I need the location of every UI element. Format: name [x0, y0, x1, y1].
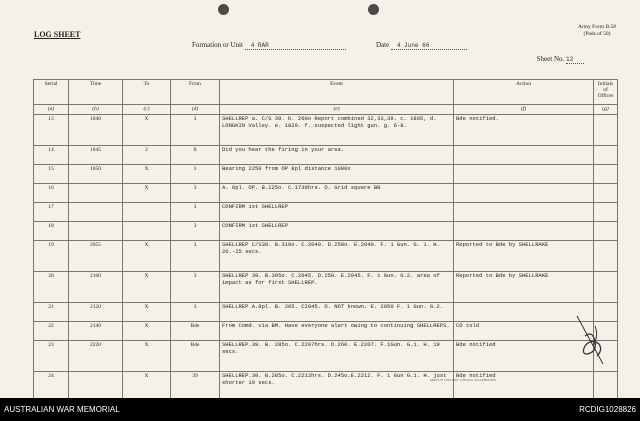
cell-from: X — [171, 146, 220, 165]
cell-time — [69, 372, 123, 399]
army-form-label — [578, 24, 616, 38]
cell-action — [454, 146, 594, 165]
log-sheet-title: LOG SHEET — [34, 30, 81, 39]
cell-from: 3 — [171, 303, 220, 322]
cell-to: X — [123, 372, 171, 399]
column-letter: (b) — [69, 105, 123, 115]
cell-event: A. 8pl. OP. B.225o. C.1730hrs. D. Grid square BB — [220, 184, 454, 203]
cell-to: 2 — [123, 146, 171, 165]
cell-serial: 22 — [34, 322, 69, 341]
punch-hole — [218, 4, 229, 15]
cell-to: X — [123, 241, 171, 272]
cell-event: Did you hear the firing in your area. — [220, 146, 454, 165]
archive-name: AUSTRALIAN WAR MEMORIAL — [4, 405, 120, 414]
cell-from: 3 — [171, 241, 220, 272]
column-letter-row — [34, 105, 618, 115]
cell-from: Bde — [171, 341, 220, 372]
table-row — [34, 272, 618, 303]
cell-from: Bde — [171, 322, 220, 341]
column-letter: (e) — [220, 105, 454, 115]
column-letter: (c) — [123, 105, 171, 115]
sheet-number-value: 12 — [566, 56, 584, 64]
cell-serial: 13 — [34, 115, 69, 146]
cell-action — [454, 203, 594, 222]
cell-serial: 21 — [34, 303, 69, 322]
cell-from: 3 — [171, 272, 220, 303]
cell-initials — [594, 241, 618, 272]
cell-to — [123, 203, 171, 222]
cell-time: 1845 — [69, 146, 123, 165]
table-row — [34, 222, 618, 241]
cell-from: 3 — [171, 165, 220, 184]
table-row — [34, 115, 618, 146]
column-letter: (f) — [454, 105, 594, 115]
cell-action: Bde notified — [454, 341, 594, 372]
column-header-row — [34, 80, 618, 105]
table-row — [34, 341, 618, 372]
formation-label: Formation or Unit — [192, 41, 243, 49]
cell-time — [69, 222, 123, 241]
formation-value: 4 RAR — [245, 42, 346, 50]
cell-action: Reported to Bde by SHELLRAKE — [454, 241, 594, 272]
table-row — [34, 146, 618, 165]
cell-initials — [594, 203, 618, 222]
cell-initials — [594, 372, 618, 399]
column-header: To — [123, 80, 171, 105]
archive-record-id: RCDIG1028826 — [579, 405, 636, 414]
sheet-number-label: Sheet No. — [536, 55, 565, 63]
date-field — [376, 41, 467, 50]
column-letter: (g) — [594, 105, 618, 115]
column-header: Serial — [34, 80, 69, 105]
column-header: Action — [454, 80, 594, 105]
cell-action: Bde notified — [454, 372, 594, 399]
formation-field — [192, 41, 346, 50]
punch-hole — [368, 4, 379, 15]
archive-footer — [0, 398, 640, 421]
cell-initials — [594, 272, 618, 303]
cell-event: CONFIRM 1st SHELLREP — [220, 203, 454, 222]
cell-initials — [594, 165, 618, 184]
log-table-body — [34, 115, 618, 399]
cell-event: SHELLREP.39. B.285o. C.2212hrs. D.245o.E.2212. F. 1 Gun G.1. H. just shorter 19 secs. — [220, 372, 454, 399]
cell-event: SHELLREP 39. B.305o. C.2045. D.250. E.2045. F. 1 Gun. G.2. area of impact as for first SHELLREP. — [220, 272, 454, 303]
cell-serial: 18 — [34, 222, 69, 241]
table-row — [34, 241, 618, 272]
cell-event: CONFIRM 1st SHELLREP — [220, 222, 454, 241]
column-header: Time — [69, 80, 123, 105]
cell-time — [69, 184, 123, 203]
column-header: Initials of Officer — [594, 80, 618, 105]
cell-from: 3 — [171, 184, 220, 203]
cell-time — [69, 203, 123, 222]
date-label: Date — [376, 41, 390, 49]
cell-to: X — [123, 272, 171, 303]
cell-serial: 16 — [34, 184, 69, 203]
cell-from: 3 — [171, 203, 220, 222]
cell-event: SHELLREP C/S39. B.310o. C.2040. D.250o. E.2040. F. 1 Gun. G. 1. H. 20.-25 secs. — [220, 241, 454, 272]
cell-time: 1850 — [69, 165, 123, 184]
cell-action — [454, 222, 594, 241]
cell-initials — [594, 115, 618, 146]
cell-time: 2120 — [69, 303, 123, 322]
cell-to: X — [123, 303, 171, 322]
table-row — [34, 203, 618, 222]
column-header: From — [171, 80, 220, 105]
table-row — [34, 303, 618, 322]
cell-serial: 14 — [34, 146, 69, 165]
pads-note: (Pads of 50) — [583, 31, 611, 37]
cell-from: 3 — [171, 222, 220, 241]
cell-action — [454, 184, 594, 203]
cell-time: 2220 — [69, 341, 123, 372]
cell-from: 39 — [171, 372, 220, 399]
cell-action: Reported to Bde by SHELLRAKE — [454, 272, 594, 303]
cell-event: From Comd. via BM. Have everyone alert owing to continuing SHELLREPS. — [220, 322, 454, 341]
column-letter: (a) — [34, 105, 69, 115]
cell-initials — [594, 184, 618, 203]
table-row — [34, 165, 618, 184]
cell-initials — [594, 146, 618, 165]
log-table — [33, 79, 618, 398]
printer-imprint: M82/178 1394 5997 1/38 Pads 4214 PHIS 883 — [430, 378, 496, 382]
cell-to: X — [123, 165, 171, 184]
cell-time: 2140 — [69, 322, 123, 341]
cell-action: Bde notified. — [454, 115, 594, 146]
cell-time: 1840 — [69, 115, 123, 146]
column-letter: (d) — [171, 105, 220, 115]
cell-to: X — [123, 341, 171, 372]
cell-initials — [594, 222, 618, 241]
table-row — [34, 184, 618, 203]
cell-to: X — [123, 115, 171, 146]
cell-event: SHELLREP.39. B. 285o. C.2207hrs. D.260. E.2207. F.1Gun. G.1. H. 19 secs. — [220, 341, 454, 372]
cell-serial: 17 — [34, 203, 69, 222]
cell-action: CO told — [454, 322, 594, 341]
cell-serial: 23 — [34, 341, 69, 372]
cell-serial: 15 — [34, 165, 69, 184]
cell-time: 2100 — [69, 272, 123, 303]
cell-time: 2055 — [69, 241, 123, 272]
cell-to — [123, 222, 171, 241]
cell-to: X — [123, 184, 171, 203]
cell-serial: 20 — [34, 272, 69, 303]
date-value: 4 June 66 — [391, 42, 467, 50]
cell-serial: 24 — [34, 372, 69, 399]
column-header: Event — [220, 80, 454, 105]
officer-signature-mark — [573, 310, 609, 370]
cell-to: X — [123, 322, 171, 341]
cell-event: SHELLREP a. C/S 39. b. 260o Report combined 32,33,39. c. 1805, d. LONGKIN Valley. e. 1820. f. suspected light gun. g. 6-8. — [220, 115, 454, 146]
sheet-number-field — [537, 55, 584, 64]
cell-event: Bearing 2250 from OP 8pl distance 1000x — [220, 165, 454, 184]
table-row — [34, 372, 618, 399]
cell-action — [454, 165, 594, 184]
table-row — [34, 322, 618, 341]
army-form-number: Army Form B.58 — [577, 24, 616, 30]
cell-serial: 19 — [34, 241, 69, 272]
cell-event: SHELLREP A.8pl. B. 205. C2045. D. NOT known. E. 2050 F. 1 Gun. G.2. — [220, 303, 454, 322]
cell-from: 3 — [171, 115, 220, 146]
